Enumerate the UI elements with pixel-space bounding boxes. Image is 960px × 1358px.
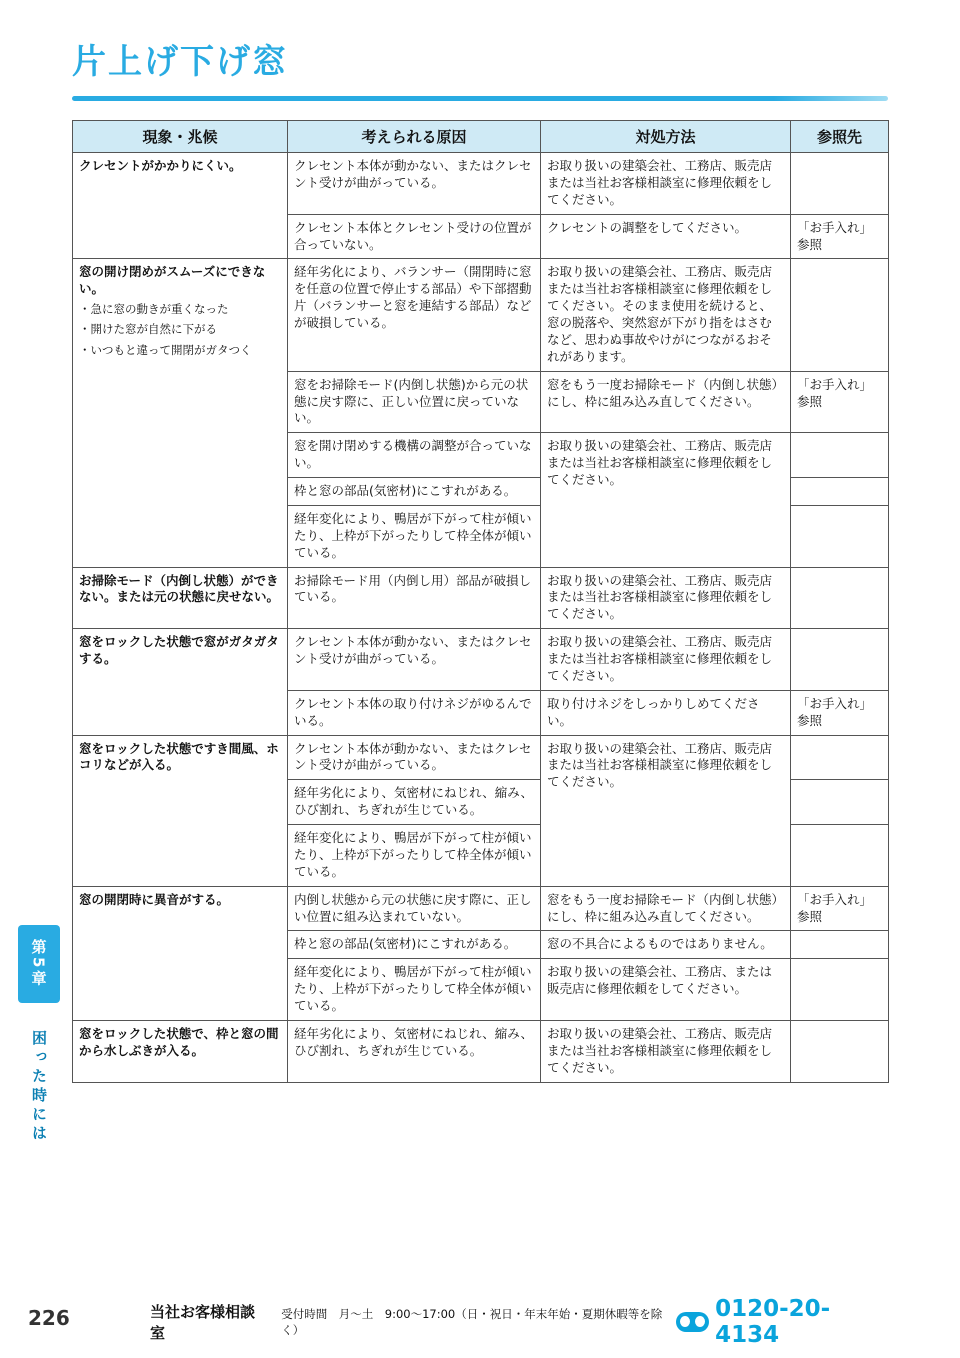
cell-reference	[791, 567, 889, 629]
cell-action: お取り扱いの建築会社、工務店、販売店または当社お客様相談室に修理依頼をしてください。そのまま使用を続けると、窓の脱落や、突然窓が下がり指をはさむなど、思わぬ事故やけがにつながるおそれがあります。	[541, 259, 791, 371]
table-row	[73, 567, 889, 629]
cell-cause: クレセント本体の取り付けネジがゆるんでいる。	[288, 690, 541, 735]
table-row	[73, 259, 889, 371]
cell-reference	[791, 825, 889, 887]
cell-reference	[791, 478, 889, 506]
cell-reference	[791, 931, 889, 959]
cell-action: 窓の不具合によるものではありません。	[541, 931, 791, 959]
page-footer	[150, 1296, 890, 1348]
cell-cause: 窓を開け閉めする機構の調整が合っていない。	[288, 433, 541, 478]
cell-symptom: 窓の開閉時に異音がする。	[73, 886, 288, 1020]
troubleshooting-table	[72, 120, 889, 1083]
cell-action: 窓をもう一度お掃除モード（内倒し状態）にし、枠に組み込み直してください。	[541, 371, 791, 433]
cell-cause: 経年劣化により、気密材にねじれ、縮み、ひび割れ、ちぎれが生じている。	[288, 780, 541, 825]
cell-symptom: 窓の開け閉めがスムーズにできない。 ・急に窓の動きが重くなった ・開けた窓が自然に下がる ・いつもと違って開閉がガタつく	[73, 259, 288, 567]
cell-cause: 枠と窓の部品(気密材)にこすれがある。	[288, 931, 541, 959]
table-row	[73, 735, 889, 780]
cell-action: お取り扱いの建築会社、工務店、販売店または当社お客様相談室に修理依頼をしてください。	[541, 433, 791, 567]
table-row	[73, 1020, 889, 1082]
table-header-row	[73, 121, 889, 153]
cell-reference	[791, 433, 889, 478]
cell-symptom-detail: ・いつもと違って開閉がガタつく	[79, 342, 252, 357]
cell-cause: クレセント本体とクレセント受けの位置が合っていない。	[288, 214, 541, 259]
freedial-icon	[676, 1312, 709, 1332]
cell-action: 取り付けネジをしっかりしめてください。	[541, 690, 791, 735]
column-header-action: 対処方法	[541, 121, 791, 153]
cell-symptom: 窓をロックした状態ですき間風、ホコリなどが入る。	[73, 735, 288, 886]
cell-action: お取り扱いの建築会社、工務店、販売店または当社お客様相談室に修理依頼をしてください。	[541, 629, 791, 691]
title-underline	[72, 96, 888, 101]
cell-cause: 経年変化により、鴨居が下がって柱が傾いたり、上枠が下がったりして枠全体が傾いている。	[288, 505, 541, 567]
cell-symptom-detail: ・急に窓の動きが重くなった	[79, 302, 229, 317]
cell-cause: お掃除モード用（内倒し用）部品が破損している。	[288, 567, 541, 629]
cell-cause: 枠と窓の部品(気密材)にこすれがある。	[288, 478, 541, 506]
cell-reference	[791, 1020, 889, 1082]
cell-symptom: 窓をロックした状態で窓がガタガタする。	[73, 629, 288, 735]
cell-action: お取り扱いの建築会社、工務店、販売店または当社お客様相談室に修理依頼をしてください。	[541, 735, 791, 886]
cell-cause: 窓をお掃除モード(内倒し状態)から元の状態に戻す際に、正しい位置に戻っていない。	[288, 371, 541, 433]
column-header-reference: 参照先	[791, 121, 889, 153]
cell-symptom: 窓をロックした状態で、枠と窓の間から水しぶきが入る。	[73, 1020, 288, 1082]
table-body	[73, 153, 889, 1083]
cell-cause: 内倒し状態から元の状態に戻す際に、正しい位置に組み込まれていない。	[288, 886, 541, 931]
cell-reference	[791, 629, 889, 691]
cell-cause: 経年劣化により、バランサー（開閉時に窓を任意の位置で停止する部品）や下部摺動片（バランサーと窓を連結する部品）などが破損している。	[288, 259, 541, 371]
chapter-tab: 第5章	[18, 925, 60, 1003]
cell-cause: 経年変化により、鴨居が下がって柱が傾いたり、上枠が下がったりして枠全体が傾いている。	[288, 825, 541, 887]
cell-action: お取り扱いの建築会社、工務店、または販売店に修理依頼をしてください。	[541, 959, 791, 1021]
cell-action: クレセントの調整をしてください。	[541, 214, 791, 259]
chapter-label: 困った時には	[30, 1030, 48, 1144]
footer-contact-title: 当社お客様相談室	[150, 1303, 256, 1342]
cell-reference	[791, 153, 889, 215]
footer-phone	[676, 1296, 890, 1348]
cell-reference	[791, 735, 889, 780]
cell-cause: クレセント本体が動かない、またはクレセント受けが曲がっている。	[288, 153, 541, 215]
cell-action: お取り扱いの建築会社、工務店、販売店または当社お客様相談室に修理依頼をしてください。	[541, 153, 791, 215]
table-row	[73, 153, 889, 215]
page-number: 226	[28, 1306, 70, 1330]
footer-hours: 受付時間 月〜土 9:00〜17:00（日・祝日・年末年始・夏期休暇等を除く）	[281, 1307, 663, 1337]
cell-reference	[791, 959, 889, 1021]
cell-reference	[791, 259, 889, 371]
cell-reference: 「お手入れ」参照	[791, 886, 889, 931]
cell-reference: 「お手入れ」参照	[791, 690, 889, 735]
footer-phone-number: 0120-20-4134	[715, 1296, 831, 1348]
table-row	[73, 629, 889, 691]
cell-symptom-detail: ・開けた窓が自然に下がる	[79, 322, 217, 337]
cell-action: 窓をもう一度お掃除モード（内倒し状態）にし、枠に組み込み直してください。	[541, 886, 791, 931]
table-row	[73, 886, 889, 931]
cell-reference: 「お手入れ」参照	[791, 214, 889, 259]
column-header-cause: 考えられる原因	[288, 121, 541, 153]
cell-action: お取り扱いの建築会社、工務店、販売店または当社お客様相談室に修理依頼をしてください。	[541, 1020, 791, 1082]
cell-symptom: お掃除モード（内倒し状態）ができない。または元の状態に戻せない。	[73, 567, 288, 629]
cell-symptom: クレセントがかかりにくい。	[73, 153, 288, 259]
cell-reference: 「お手入れ」参照	[791, 371, 889, 433]
cell-cause: 経年劣化により、気密材にねじれ、縮み、ひび割れ、ちぎれが生じている。	[288, 1020, 541, 1082]
cell-action: お取り扱いの建築会社、工務店、販売店または当社お客様相談室に修理依頼をしてください。	[541, 567, 791, 629]
column-header-symptom: 現象・兆候	[73, 121, 288, 153]
cell-reference	[791, 505, 889, 567]
cell-cause: クレセント本体が動かない、またはクレセント受けが曲がっている。	[288, 629, 541, 691]
cell-cause: クレセント本体が動かない、またはクレセント受けが曲がっている。	[288, 735, 541, 780]
cell-reference	[791, 780, 889, 825]
cell-cause: 経年変化により、鴨居が下がって柱が傾いたり、上枠が下がったりして枠全体が傾いている。	[288, 959, 541, 1021]
page-title: 片上げ下げ窓	[72, 42, 288, 82]
